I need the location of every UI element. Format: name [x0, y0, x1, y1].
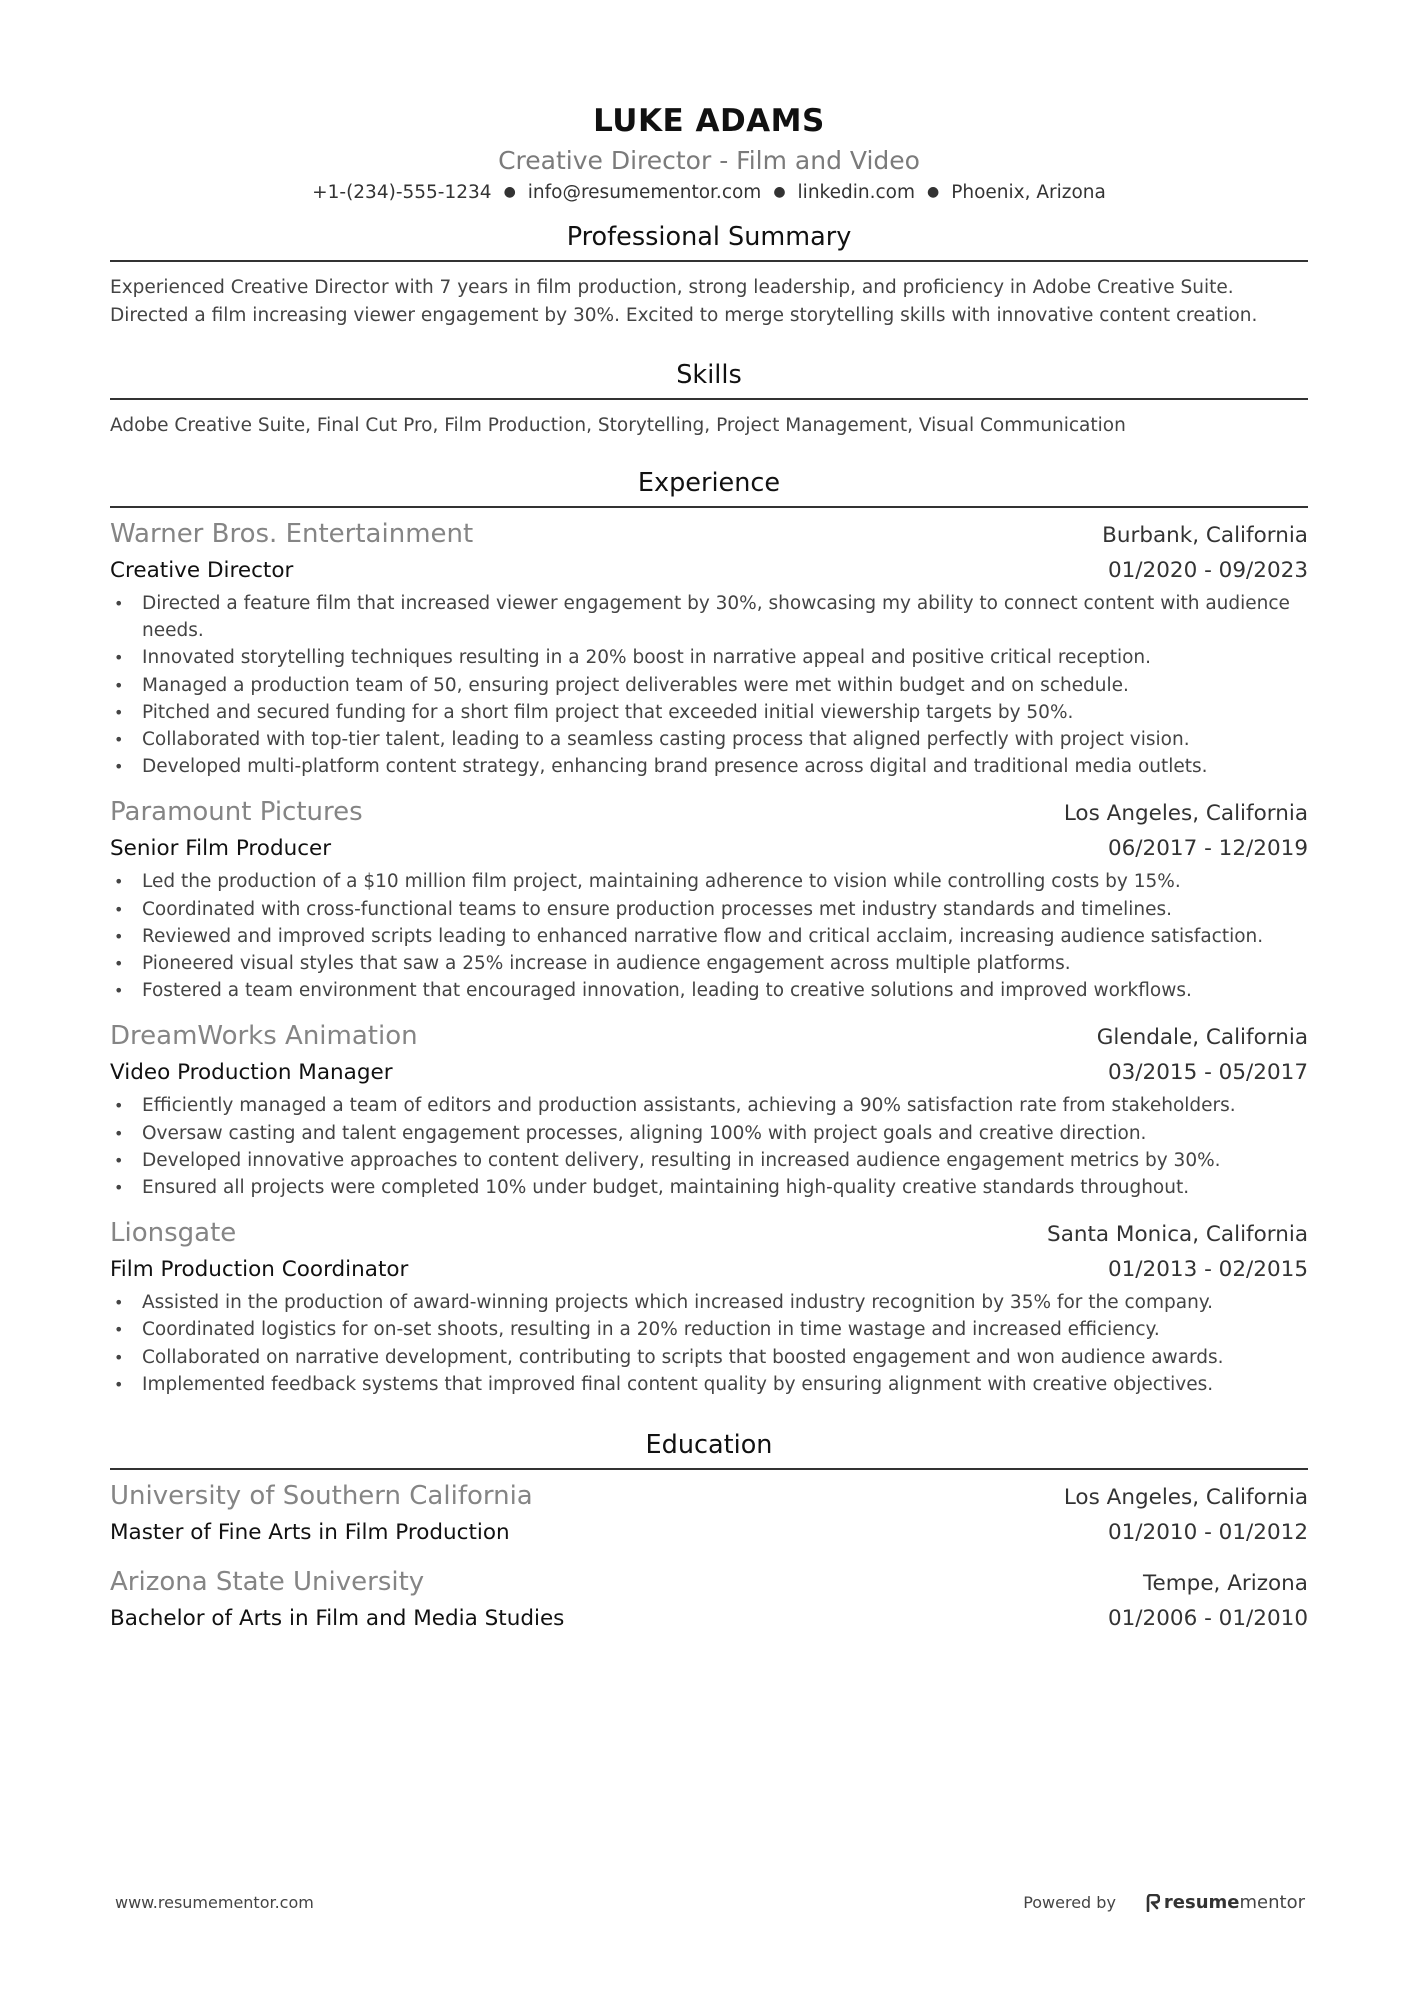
- job-dates: 01/2013 - 02/2015: [1107, 1257, 1308, 1283]
- section-heading: Experience: [637, 468, 781, 498]
- job-entry: [110, 1018, 1308, 1201]
- list-item: • Collaborated with top-tier talent, leading to a seamless casting process that aligned perfectly with project vision.: [110, 726, 1308, 753]
- summary-section: [110, 220, 1308, 330]
- list-item: • Developed multi-platform content strategy, enhancing brand presence across digital and traditional media outlets.: [110, 753, 1308, 780]
- school-location: Los Angeles, California: [1063, 1485, 1308, 1511]
- list-item: • Directed a feature film that increased viewer engagement by 30%, showcasing my ability to connect content with audience needs.: [110, 590, 1308, 644]
- summary-line: Directed a film increasing viewer engagement by 30%. Excited to merge storytelling skills with innovative content creation.: [110, 305, 1258, 326]
- brand-logo[interactable]: [1146, 1892, 1305, 1913]
- powered-by-label: Powered by: [1023, 1893, 1116, 1912]
- school-dates: 01/2006 - 01/2010: [1107, 1606, 1308, 1632]
- school-name: University of Southern California: [110, 1481, 533, 1512]
- list-item: • Coordinated logistics for on-set shoots, resulting in a 20% reduction in time wastage and increased efficiency.: [110, 1316, 1308, 1343]
- footer-url[interactable]: www.resumementor.com: [115, 1893, 314, 1912]
- contact-line: [110, 178, 1308, 206]
- summary-line: Experienced Creative Director with 7 years in film production, strong leadership, and proficiency in Adobe Creative Suite.: [110, 277, 1234, 298]
- list-item: • Reviewed and improved scripts leading to enhanced narrative flow and critical acclaim, increasing audience satisfaction.: [110, 923, 1308, 950]
- list-item: • Coordinated with cross-functional teams to ensure production processes met industry standards and timelines.: [110, 896, 1308, 923]
- job-location: Santa Monica, California: [1047, 1222, 1308, 1248]
- section-divider: [110, 260, 1308, 262]
- bullet-separator: ●: [503, 184, 516, 200]
- candidate-title: Creative Director - Film and Video: [498, 146, 920, 175]
- degree: Bachelor of Arts in Film and Media Studies: [110, 1606, 565, 1632]
- section-heading: Skills: [676, 360, 742, 390]
- job-bullets: [110, 1092, 1308, 1201]
- bullet-separator: ●: [773, 184, 786, 200]
- resume-header: [110, 98, 1308, 206]
- powered-by: [1023, 1892, 1305, 1913]
- job-dates: 03/2015 - 05/2017: [1107, 1060, 1308, 1086]
- skills-section: [110, 358, 1308, 440]
- skills-text: Adobe Creative Suite, Final Cut Pro, Film Production, Storytelling, Project Management, Visual Communication: [110, 415, 1126, 436]
- list-item: • Fostered a team environment that encouraged innovation, leading to creative solutions and improved workflows.: [110, 977, 1308, 1004]
- page-footer: [115, 1892, 1305, 1913]
- resumementor-logo-icon: [1146, 1894, 1160, 1912]
- school-name: Arizona State University: [110, 1567, 425, 1598]
- job-location: Burbank, California: [1102, 523, 1308, 548]
- job-bullets: [110, 590, 1308, 780]
- list-item: • Assisted in the production of award-winning projects which increased industry recognition by 35% for the company.: [110, 1289, 1308, 1316]
- list-item: • Led the production of a $10 million film project, maintaining adherence to vision while controlling costs by 15%.: [110, 868, 1308, 895]
- education-entry: [110, 1564, 1308, 1636]
- candidate-name: LUKE ADAMS: [593, 103, 825, 139]
- section-heading: Education: [645, 1430, 773, 1461]
- section-divider: [110, 506, 1308, 508]
- company-name: Lionsgate: [110, 1218, 237, 1249]
- job-dates: 06/2017 - 12/2019: [1107, 836, 1308, 862]
- list-item: • Developed innovative approaches to content delivery, resulting in increased audience engagement metrics by 30%.: [110, 1147, 1308, 1174]
- job-entry: [110, 516, 1308, 780]
- company-name: DreamWorks Animation: [110, 1021, 418, 1052]
- job-dates: 01/2020 - 09/2023: [1107, 558, 1308, 583]
- job-role: Video Production Manager: [110, 1060, 393, 1086]
- list-item: • Oversaw casting and talent engagement processes, aligning 100% with project goals and creative direction.: [110, 1120, 1308, 1147]
- school-location: Tempe, Arizona: [1143, 1571, 1308, 1597]
- job-location: Los Angeles, California: [1063, 801, 1308, 827]
- company-name: Paramount Pictures: [110, 797, 363, 828]
- school-dates: 01/2010 - 01/2012: [1107, 1520, 1308, 1546]
- job-role: Film Production Coordinator: [110, 1257, 409, 1283]
- job-location: Glendale, California: [1096, 1025, 1308, 1051]
- experience-section: [110, 466, 1308, 1398]
- job-entry: [110, 794, 1308, 1004]
- list-item: • Efficiently managed a team of editors and production assistants, achieving a 90% satisfaction rate from stakeholders.: [110, 1092, 1308, 1119]
- degree: Master of Fine Arts in Film Production: [110, 1520, 510, 1546]
- resume-page: [110, 98, 1308, 1636]
- brand-bold: resume: [1163, 1892, 1240, 1913]
- list-item: • Pitched and secured funding for a short film project that exceeded initial viewership targets by 50%.: [110, 699, 1308, 726]
- list-item: • Pioneered visual styles that saw a 25% increase in audience engagement across multiple platforms.: [110, 950, 1308, 977]
- list-item: • Collaborated on narrative development, contributing to scripts that boosted engagement and won audience awards.: [110, 1344, 1308, 1371]
- section-divider: [110, 1468, 1308, 1470]
- linkedin[interactable]: linkedin.com: [797, 182, 915, 203]
- list-item: • Ensured all projects were completed 10% under budget, maintaining high-quality creative standards throughout.: [110, 1174, 1308, 1201]
- section-heading: Professional Summary: [566, 222, 852, 252]
- job-entry: [110, 1215, 1308, 1398]
- list-item: • Implemented feedback systems that improved final content quality by ensuring alignment with creative objectives.: [110, 1371, 1308, 1398]
- location: Phoenix, Arizona: [951, 182, 1106, 203]
- education-section: [110, 1428, 1308, 1636]
- job-role: Creative Director: [110, 558, 294, 583]
- section-divider: [110, 398, 1308, 400]
- phone: +1-(234)-555-1234: [312, 182, 492, 203]
- company-name: Warner Bros. Entertainment: [110, 519, 474, 549]
- list-item: • Innovated storytelling techniques resulting in a 20% boost in narrative appeal and positive critical reception.: [110, 644, 1308, 671]
- job-bullets: [110, 1289, 1308, 1398]
- email[interactable]: info@resumementor.com: [527, 182, 762, 203]
- bullet-separator: ●: [927, 184, 940, 200]
- brand-light: mentor: [1239, 1892, 1305, 1913]
- job-bullets: [110, 868, 1308, 1004]
- education-entry: [110, 1478, 1308, 1550]
- job-role: Senior Film Producer: [110, 836, 332, 862]
- summary-text: [110, 274, 1308, 330]
- list-item: • Managed a production team of 50, ensuring project deliverables were met within budget and on schedule.: [110, 672, 1308, 699]
